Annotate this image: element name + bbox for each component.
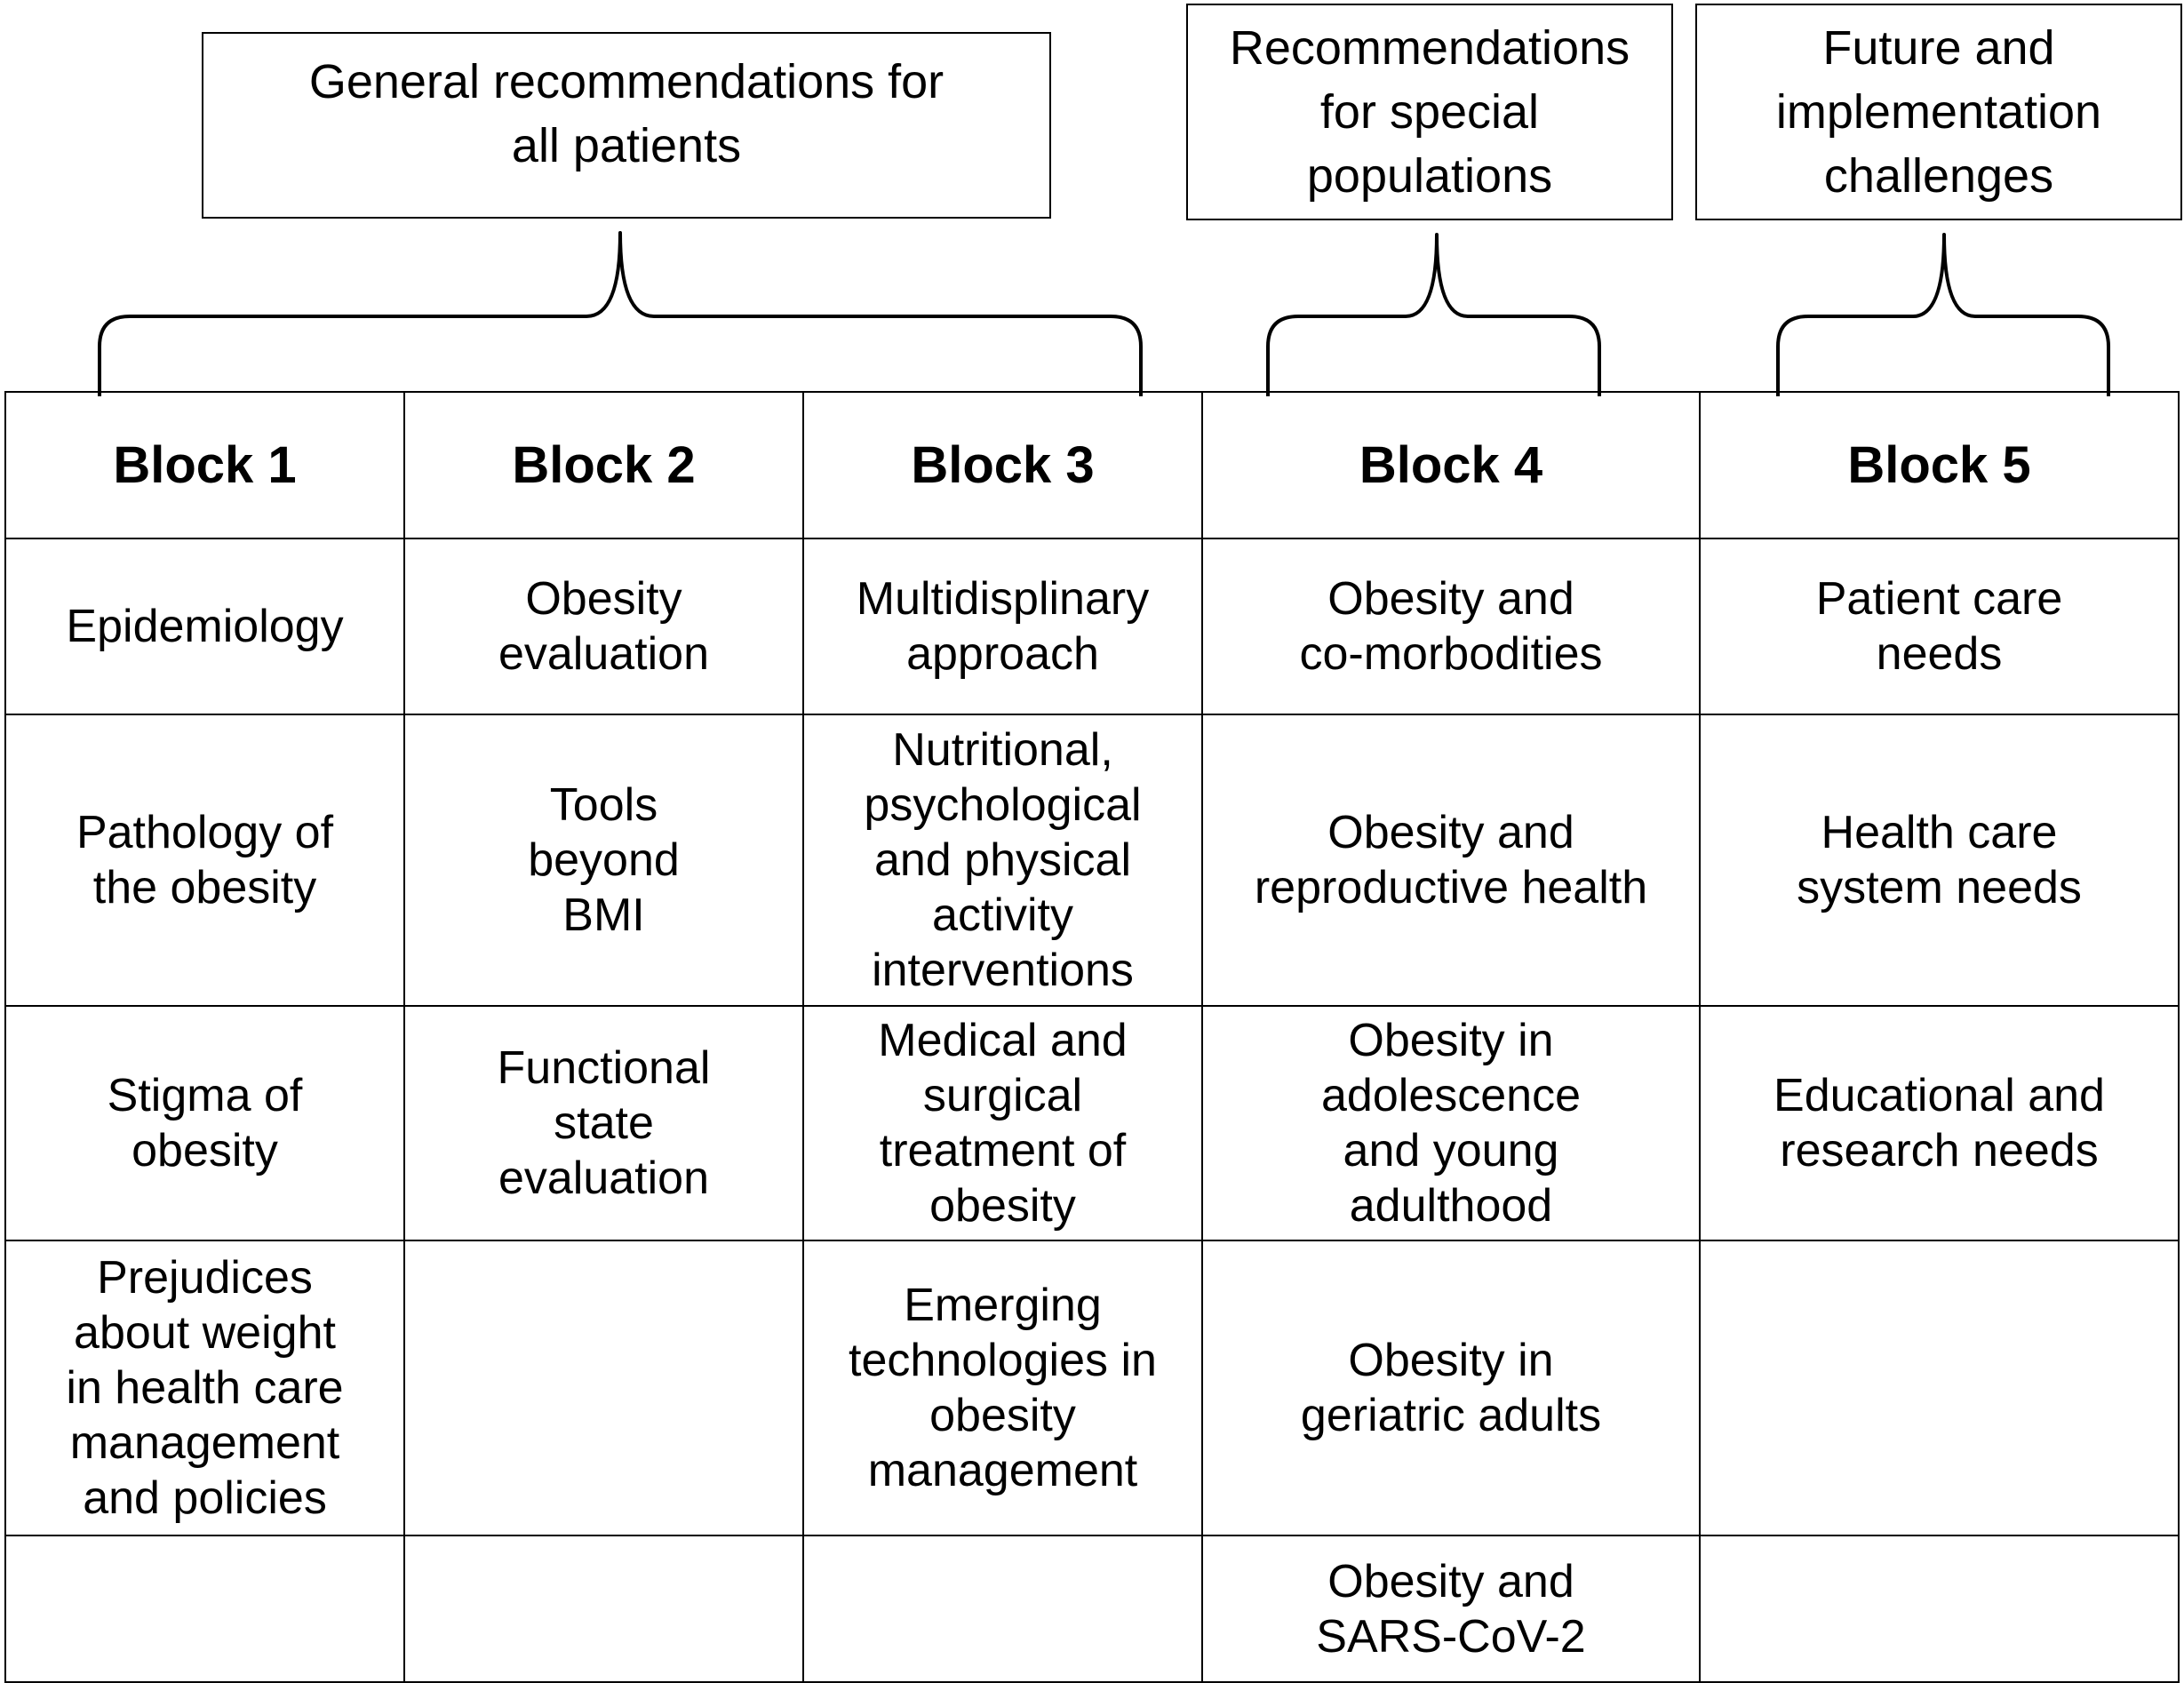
table-cell: Obesity in geriatric adults: [1202, 1240, 1700, 1535]
brace-special: [1268, 235, 1599, 396]
table-cell: Functional state evaluation: [404, 1006, 803, 1240]
block-1-header: Block 1: [5, 392, 404, 538]
table-cell: Obesity and reproductive health: [1202, 714, 1700, 1006]
table-cell: [1700, 1240, 2179, 1535]
table-cell: [404, 1240, 803, 1535]
blocks-header-row: [5, 392, 2179, 538]
table-cell: Prejudices about weight in health care management and policies: [5, 1240, 404, 1535]
brace-future: [1778, 235, 2108, 396]
table-cell: Epidemiology: [5, 538, 404, 714]
table-row: [5, 1535, 2179, 1682]
table-row: [5, 1240, 2179, 1535]
table-cell: Tools beyond BMI: [404, 714, 803, 1006]
table-cell: Emerging technologies in obesity management: [803, 1240, 1202, 1535]
table-cell: Medical and surgical treatment of obesity: [803, 1006, 1202, 1240]
table-cell: Obesity and co-morbodities: [1202, 538, 1700, 714]
table-cell: Educational and research needs: [1700, 1006, 2179, 1240]
table-cell: Nutritional, psychological and physical activity interventions: [803, 714, 1202, 1006]
block-2-header: Block 2: [404, 392, 803, 538]
brace-general: [100, 233, 1141, 396]
group-special-populations: Recommendations for special populations: [1186, 4, 1673, 220]
table-cell: Obesity evaluation: [404, 538, 803, 714]
block-3-header: Block 3: [803, 392, 1202, 538]
block-4-header: Block 4: [1202, 392, 1700, 538]
table-row: [5, 538, 2179, 714]
blocks-table: [4, 391, 2180, 1683]
table-cell: Multidisplinary approach: [803, 538, 1202, 714]
table-cell: Stigma of obesity: [5, 1006, 404, 1240]
group-general-recommendations: General recommendations for all patients: [202, 32, 1051, 219]
table-cell: Obesity in adolescence and young adulthood: [1202, 1006, 1700, 1240]
table-cell: Health care system needs: [1700, 714, 2179, 1006]
table-cell: Pathology of the obesity: [5, 714, 404, 1006]
table-cell: [404, 1535, 803, 1682]
table-cell: [803, 1535, 1202, 1682]
block-5-header: Block 5: [1700, 392, 2179, 538]
table-cell: Obesity and SARS-CoV-2: [1202, 1535, 1700, 1682]
table-row: [5, 1006, 2179, 1240]
table-cell: [1700, 1535, 2179, 1682]
group-braces: [0, 0, 2184, 409]
table-row: [5, 714, 2179, 1006]
table-cell: Patient care needs: [1700, 538, 2179, 714]
table-cell: [5, 1535, 404, 1682]
group-future-challenges: Future and implementation challenges: [1695, 4, 2182, 220]
